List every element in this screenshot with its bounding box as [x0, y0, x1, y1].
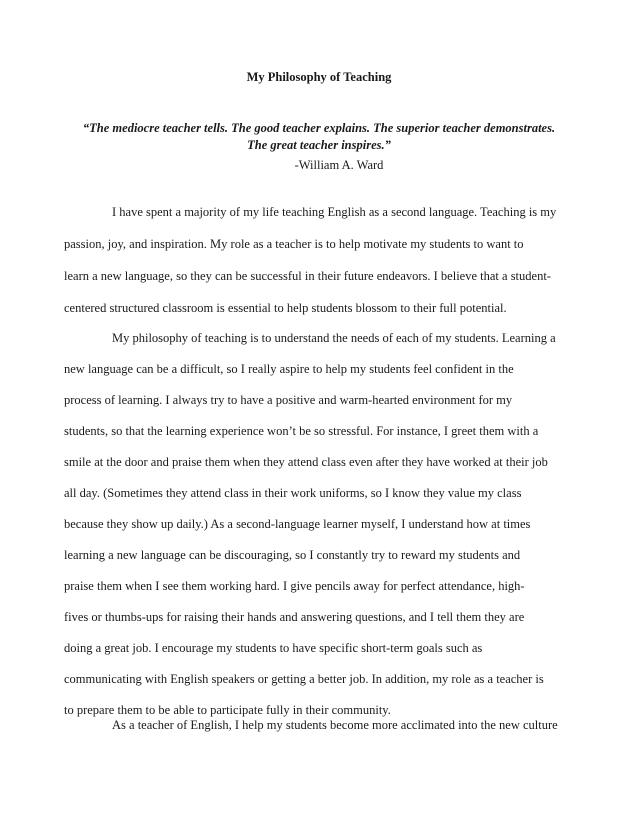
quote-attribution: -William A. Ward	[294, 158, 384, 172]
text-line: communicating with English speakers or getting a better job. In addition, my role as a teacher is	[64, 672, 544, 686]
text-line: I have spent a majority of my life teaching English as a second language. Teaching is my	[112, 205, 557, 219]
quote-line: “The mediocre teacher tells. The good teacher explains. The superior teacher demonstrates.	[82, 121, 556, 135]
text-line: As a teacher of English, I help my students become more acclimated into the new culture	[112, 718, 558, 732]
text-line: learn a new language, so they can be successful in their future endeavors. I believe that a student-	[64, 269, 551, 283]
text-line: doing a great job. I encourage my students to have specific short-term goals such as	[64, 641, 483, 655]
document-title: My Philosophy of Teaching	[246, 70, 392, 84]
text-line: to prepare them to be able to participate fully in their community.	[64, 703, 391, 717]
text-line: praise them when I see them working hard. I give pencils away for perfect attendance, high-	[64, 579, 525, 593]
text-line: all day. (Sometimes they attend class in their work uniforms, so I know they value my class	[64, 486, 522, 500]
text-line: students, so that the learning experience won’t be so stressful. For instance, I greet them with a	[64, 424, 539, 438]
text-line: fives or thumbs-ups for raising their hands and answering questions, and I tell them they are	[64, 610, 525, 624]
text-line: smile at the door and praise them when they attend class even after they have worked at their job	[64, 455, 548, 469]
text-line: learning a new language can be discouraging, so I constantly try to reward my students and	[64, 548, 521, 562]
text-line: new language can be a difficult, so I really aspire to help my students feel confident in the	[64, 362, 514, 376]
text-line: passion, joy, and inspiration. My role as a teacher is to help motivate my students to want to	[64, 237, 524, 251]
text-line: process of learning. I always try to have a positive and warm-hearted environment for my	[64, 393, 513, 407]
quote-line: The great teacher inspires.”	[247, 138, 391, 152]
epigraph-quote	[40, 120, 598, 154]
text-line: centered structured classroom is essential to help students blossom to their full potential.	[64, 301, 507, 315]
text-line: because they show up daily.) As a second-language learner myself, I understand how at times	[64, 517, 531, 531]
text-line: My philosophy of teaching is to understand the needs of each of my students. Learning a	[112, 331, 556, 345]
